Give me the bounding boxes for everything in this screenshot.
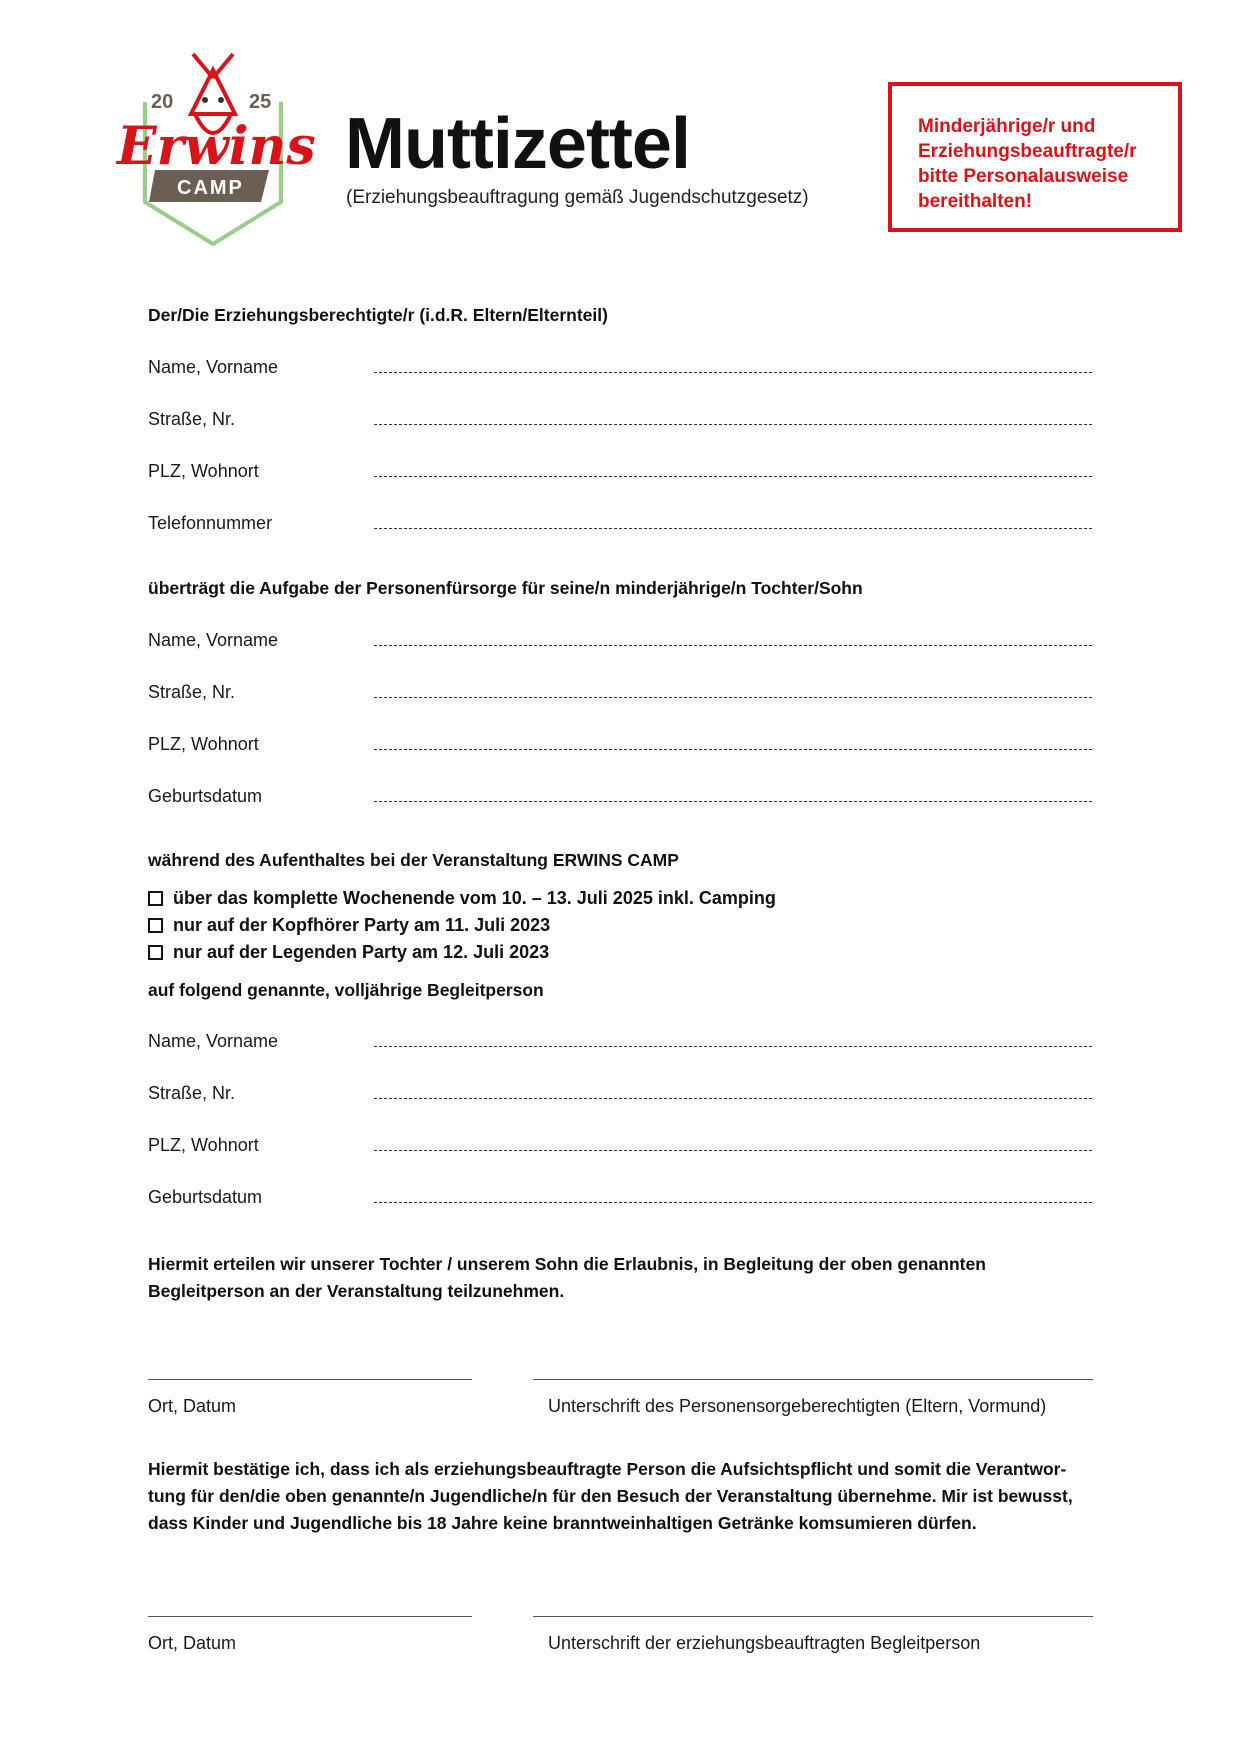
place-date-line-2[interactable] [148,1616,472,1617]
permission-line: Begleitperson an der Veranstaltung teilzunehmen. [148,1281,565,1301]
notice-line: Minderjährige/r und [918,116,1096,137]
minor-name-field[interactable] [374,645,1092,646]
guardian-phone-field[interactable] [374,528,1092,529]
companion-name-field[interactable] [374,1046,1092,1047]
logo-script-text: Erwins [117,116,316,177]
minor-street-field[interactable] [374,697,1092,698]
notice-line: bitte Personalausweise [918,166,1129,187]
option-label: über das komplette Wochenende vom 10. – 13. Juli 2025 inkl. Camping [173,888,776,908]
place-date-label-2: Ort, Datum [148,1633,237,1653]
minor-birthdate-label: Geburtsdatum [148,786,263,806]
companion-signature-line[interactable] [533,1616,1093,1617]
guardian-phone-label: Telefonnummer [148,513,273,533]
permission-text [148,1251,1088,1305]
erwins-camp-logo-icon [115,52,320,252]
companion-street-label: Straße, Nr. [148,1083,236,1103]
guardian-signature-line[interactable] [533,1379,1093,1380]
option-headphone-party[interactable] [148,916,550,934]
notice-line: Erziehungsbeauftragte/r [918,141,1137,162]
minor-city-label: PLZ, Wohnort [148,734,259,754]
id-notice-box [888,82,1182,232]
minor-birthdate-field[interactable] [374,801,1092,802]
minor-city-field[interactable] [374,749,1092,750]
option-label: nur auf der Kopfhörer Party am 11. Juli 2023 [173,915,551,935]
guardian-street-field[interactable] [374,424,1092,425]
confirmation-line: dass Kinder und Jugendliche bis 18 Jahre keine branntweinhaltigen Getränke komsumieren dürfen. [148,1513,977,1533]
notice-line: bereithalten! [918,191,1033,212]
companion-city-label: PLZ, Wohnort [148,1135,259,1155]
companion-signature-label: Unterschrift der erziehungsbeauftragten Begleitperson [548,1633,981,1653]
permission-line: Hiermit erteilen wir unserer Tochter / unserem Sohn die Erlaubnis, in Begleitung der oben genannten [148,1254,986,1274]
minor-name-label: Name, Vorname [148,630,279,650]
logo-year-right: 25 [249,91,272,113]
confirmation-text [148,1456,1088,1537]
place-date-label-1: Ort, Datum [148,1396,237,1416]
guardian-signature-label: Unterschrift des Personensorgeberechtigten (Eltern, Vormund) [548,1396,1047,1416]
page-subtitle: (Erziehungsbeauftragung gemäß Jugendschutzgesetz) [346,187,809,208]
companion-birthdate-field[interactable] [374,1202,1092,1203]
checkbox[interactable] [148,918,163,933]
companion-name-label: Name, Vorname [148,1031,279,1051]
guardian-name-label: Name, Vorname [148,357,279,377]
option-full-weekend[interactable] [148,889,776,907]
guardian-city-label: PLZ, Wohnort [148,461,259,481]
event-heading: während des Aufenthaltes bei der Veranstaltung ERWINS CAMP [148,850,679,870]
guardian-heading: Der/Die Erziehungsberechtigte/r (i.d.R. Eltern/Elternteil) [148,305,608,325]
companion-birthdate-label: Geburtsdatum [148,1187,263,1207]
companion-city-field[interactable] [374,1150,1092,1151]
checkbox[interactable] [148,945,163,960]
option-legends-party[interactable] [148,943,549,961]
checkbox[interactable] [148,891,163,906]
erwins-camp-logo [115,52,320,252]
minor-heading: überträgt die Aufgabe der Personenfürsorge für seine/n minderjährige/n Tochter/Sohn [148,578,863,598]
confirmation-line: tung für den/die oben genannte/n Jugendliche/n für den Besuch der Veranstaltung übernehme. Mir ist bewusst, [148,1486,1073,1506]
logo-year-left: 20 [151,91,174,113]
companion-heading: auf folgend genannte, volljährige Begleitperson [148,980,544,1000]
option-label: nur auf der Legenden Party am 12. Juli 2023 [173,942,550,962]
place-date-line-1[interactable] [148,1379,472,1380]
logo-banner-text: CAMP [177,177,244,199]
confirmation-line: Hiermit bestätige ich, dass ich als erziehungsbeauftragte Person die Aufsichtspflicht und somit die Verantwor- [148,1459,1067,1479]
guardian-street-label: Straße, Nr. [148,409,236,429]
guardian-name-field[interactable] [374,372,1092,373]
guardian-city-field[interactable] [374,476,1092,477]
page-title: Muttizettel [345,104,690,184]
minor-street-label: Straße, Nr. [148,682,236,702]
companion-street-field[interactable] [374,1098,1092,1099]
